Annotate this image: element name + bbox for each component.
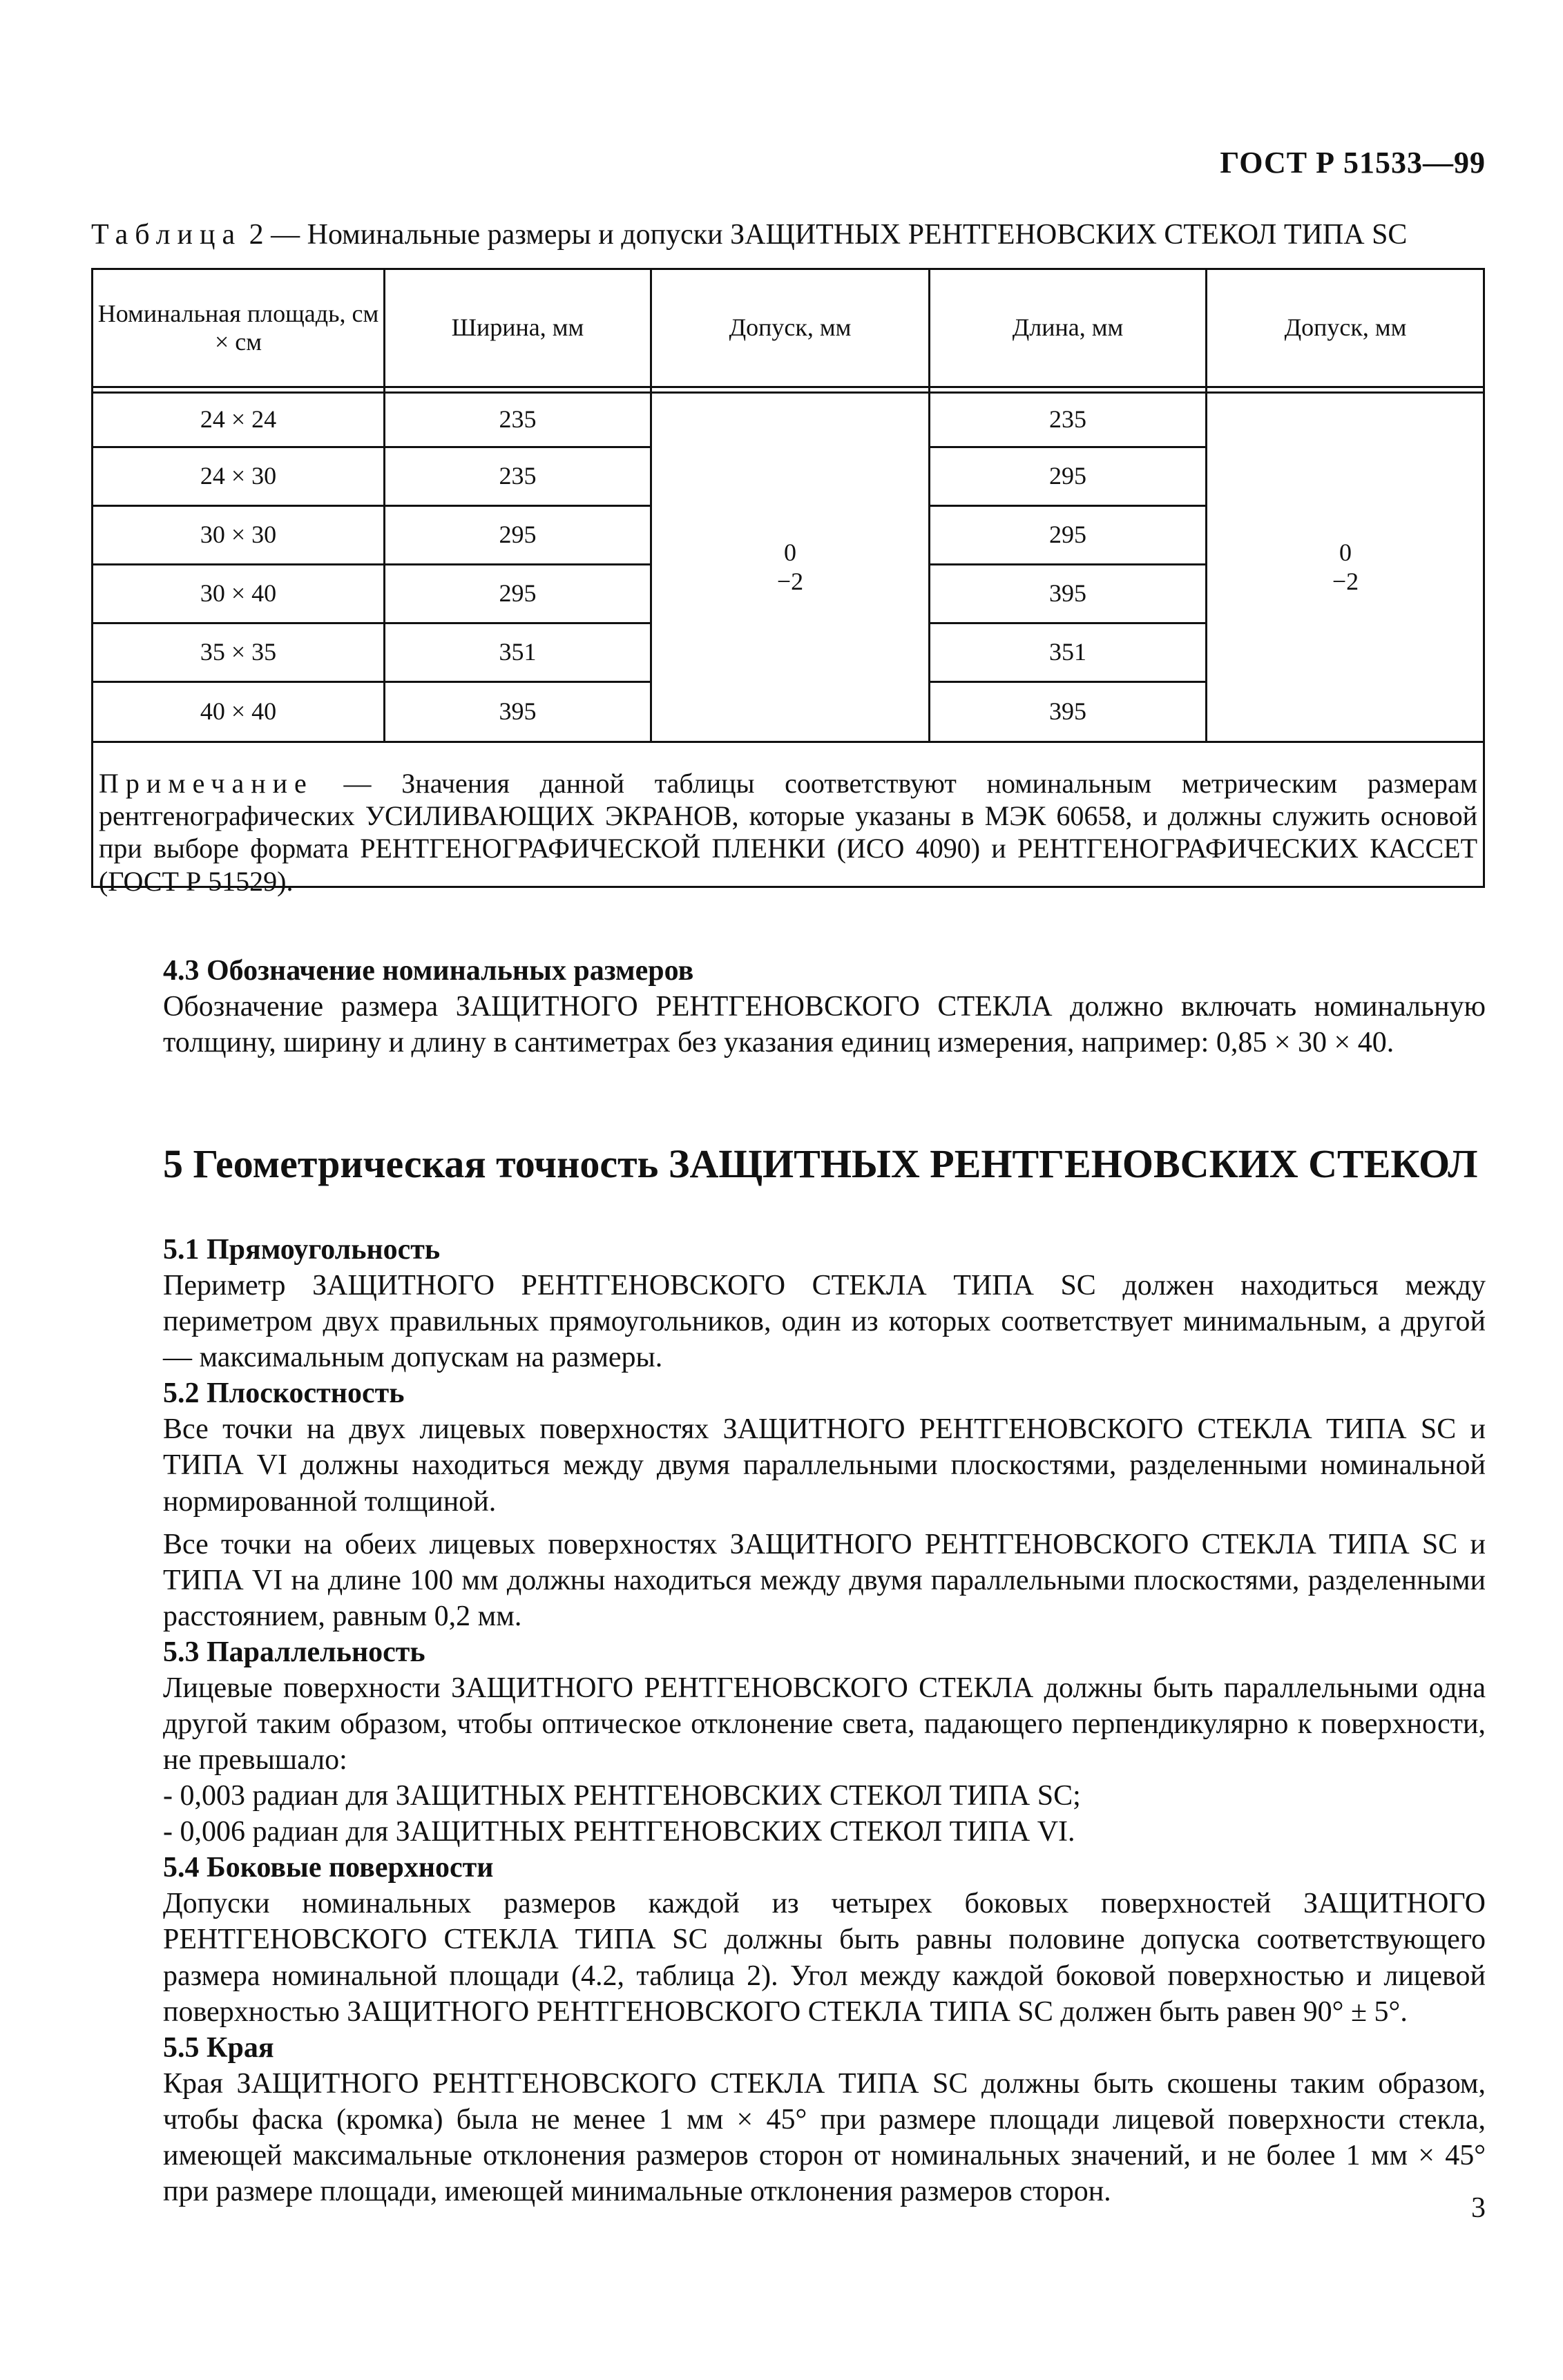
width-tolerance-cell	[652, 394, 928, 741]
section-5-5-text: Края ЗАЩИТНОГО РЕНТГЕНОВСКОГО СТЕКЛА ТИПА SC должны быть скошены таким образом, чтобы фаска (кромка) была не менее 1 мм × 45° при размере площади лицевой поверхности стекла, имеющей максимальные отклонения размеров сторон от номинальных значений, и не более 1 мм × 45° при размере площади, имеющей минимальные отклонения размеров сторон.	[163, 2067, 1486, 2208]
section-5-body	[163, 1232, 1486, 2209]
table-row-area: 35 × 35	[200, 638, 277, 666]
table-row-width: 351	[499, 638, 537, 666]
section-5-3-item-2: - 0,006 радиан для ЗАЩИТНЫХ РЕНТГЕНОВСКИХ СТЕКОЛ ТИПА VI.	[163, 1816, 1075, 1848]
table-note	[99, 767, 1477, 898]
table-caption-prefix: Таблица	[91, 219, 242, 251]
table-row-area: 24 × 30	[200, 462, 277, 490]
section-5-5-title: 5.5 Края	[163, 2031, 274, 2064]
section-4-3-text: Обозначение размера ЗАЩИТНОГО РЕНТГЕНОВСКОГО СТЕКЛА должно включать номинальную толщину, ширину и длину в сантиметрах без указания единиц измерения, например: 0,85 × 30 × 40.	[163, 991, 1486, 1059]
table-caption	[91, 218, 1407, 251]
section-5-2-text-2: Все точки на обеих лицевых поверхностях ЗАЩИТНОГО РЕНТГЕНОВСКОГО СТЕКЛА ТИПА SC и ТИПА VI на длине 100 мм должны находиться между двумя параллельными плоскостями, разделенными расстоянием, равным 0,2 мм.	[163, 1528, 1486, 1632]
section-5-2-text-1: Все точки на двух лицевых поверхностях ЗАЩИТНОГО РЕНТГЕНОВСКОГО СТЕКЛА ТИПА SC и ТИПА VI должны находиться между двумя параллельными плоскостями, разделенными номинальной нормированной толщиной.	[163, 1413, 1486, 1518]
table-row-area: 40 × 40	[200, 697, 277, 726]
table-row-width: 295	[499, 579, 537, 608]
note-rule	[93, 741, 1483, 743]
table-row-length: 351	[1049, 638, 1086, 666]
section-4-3	[163, 953, 1486, 1061]
table-caption-text: 2 — Номинальные размеры и допуски ЗАЩИТНЫХ РЕНТГЕНОВСКИХ СТЕКОЛ ТИПА SC	[249, 219, 1408, 251]
header-area: Номинальная площадь, см × см	[97, 299, 379, 356]
table-note-prefix: Примечание	[99, 768, 314, 799]
section-5-2-title: 5.2 Плоскостность	[163, 1377, 405, 1410]
table-row-width: 235	[499, 405, 537, 434]
header-width: Ширина, мм	[451, 313, 584, 342]
table-row-length: 295	[1049, 521, 1086, 549]
tolerance-upper: 0	[1339, 539, 1352, 567]
document-code: ГОСТ Р 51533—99	[1220, 146, 1486, 180]
header-length-tolerance: Допуск, мм	[1284, 313, 1407, 342]
section-5-title: 5 Геометрическая точность ЗАЩИТНЫХ РЕНТГЕНОВСКИХ СТЕКОЛ	[163, 1141, 1478, 1186]
tolerance-lower: −2	[1332, 567, 1359, 595]
table-row-width: 295	[499, 521, 537, 549]
table-row-width: 395	[499, 697, 537, 726]
section-5-4-title: 5.4 Боковые поверхности	[163, 1852, 494, 1884]
section-5-3-text: Лицевые поверхности ЗАЩИТНОГО РЕНТГЕНОВСКОГО СТЕКЛА должны быть параллельными одна другой таким образом, чтобы оптическое отклонение света, падающего перпендикулярно к поверхности, не превышало:	[163, 1672, 1486, 1777]
table-note-text: — Значения данной таблицы соответствуют номинальным метрическим размерам рентгенографических УСИЛИВАЮЩИХ ЭКРАНОВ, которые указаны в МЭК 60658, и должны служить основой при выборе формата РЕНТГЕНОГРАФИЧЕСКОЙ ПЛЕНКИ (ИСО 4090) и РЕНТГЕНОГРАФИЧЕСКИХ КАССЕТ (ГОСТ Р 51529).	[99, 768, 1478, 897]
section-5-4-text: Допуски номинальных размеров каждой из четырех боковых поверхностей ЗАЩИТНОГО РЕНТГЕНОВСКОГО СТЕКЛА ТИПА SC должны быть равны половине допуска соответствующего размера номинальной площади (4.2, таблица 2). Угол между каждой боковой поверхностью и лицевой поверхностью ЗАЩИТНОГО РЕНТГЕНОВСКОГО СТЕКЛА ТИПА SC должен быть равен 90° ± 5°.	[163, 1888, 1486, 2028]
section-5-3-item-1: - 0,003 радиан для ЗАЩИТНЫХ РЕНТГЕНОВСКИХ СТЕКОЛ ТИПА SC;	[163, 1780, 1081, 1812]
header-length: Длина, мм	[1012, 313, 1124, 342]
section-5-3-title: 5.3 Параллельность	[163, 1636, 425, 1668]
table-header-rule	[93, 386, 1483, 388]
table-row-length: 295	[1049, 462, 1086, 490]
table-row-length: 395	[1049, 697, 1086, 726]
length-tolerance-cell	[1207, 394, 1484, 741]
header-width-tolerance: Допуск, мм	[729, 313, 852, 342]
section-5-1-title: 5.1 Прямоугольность	[163, 1234, 441, 1266]
table-row-area: 30 × 30	[200, 521, 277, 549]
table-row-area: 24 × 24	[200, 405, 277, 434]
section-4-3-title: 4.3 Обозначение номинальных размеров	[163, 955, 694, 987]
section-5-1-text: Периметр ЗАЩИТНОГО РЕНТГЕНОВСКОГО СТЕКЛА ТИПА SC должен находиться между периметром двух правильных прямоугольников, один из которых соответствует минимальным, а другой — максимальным допускам на размеры.	[163, 1270, 1486, 1374]
tolerance-lower: −2	[776, 567, 804, 595]
page-number: 3	[1471, 2192, 1486, 2224]
table-row-length: 235	[1049, 405, 1086, 434]
table-row-length: 395	[1049, 579, 1086, 608]
tolerance-upper: 0	[784, 539, 796, 567]
table-row-area: 30 × 40	[200, 579, 277, 608]
table-row-width: 235	[499, 462, 537, 490]
dimensions-table	[91, 268, 1485, 897]
